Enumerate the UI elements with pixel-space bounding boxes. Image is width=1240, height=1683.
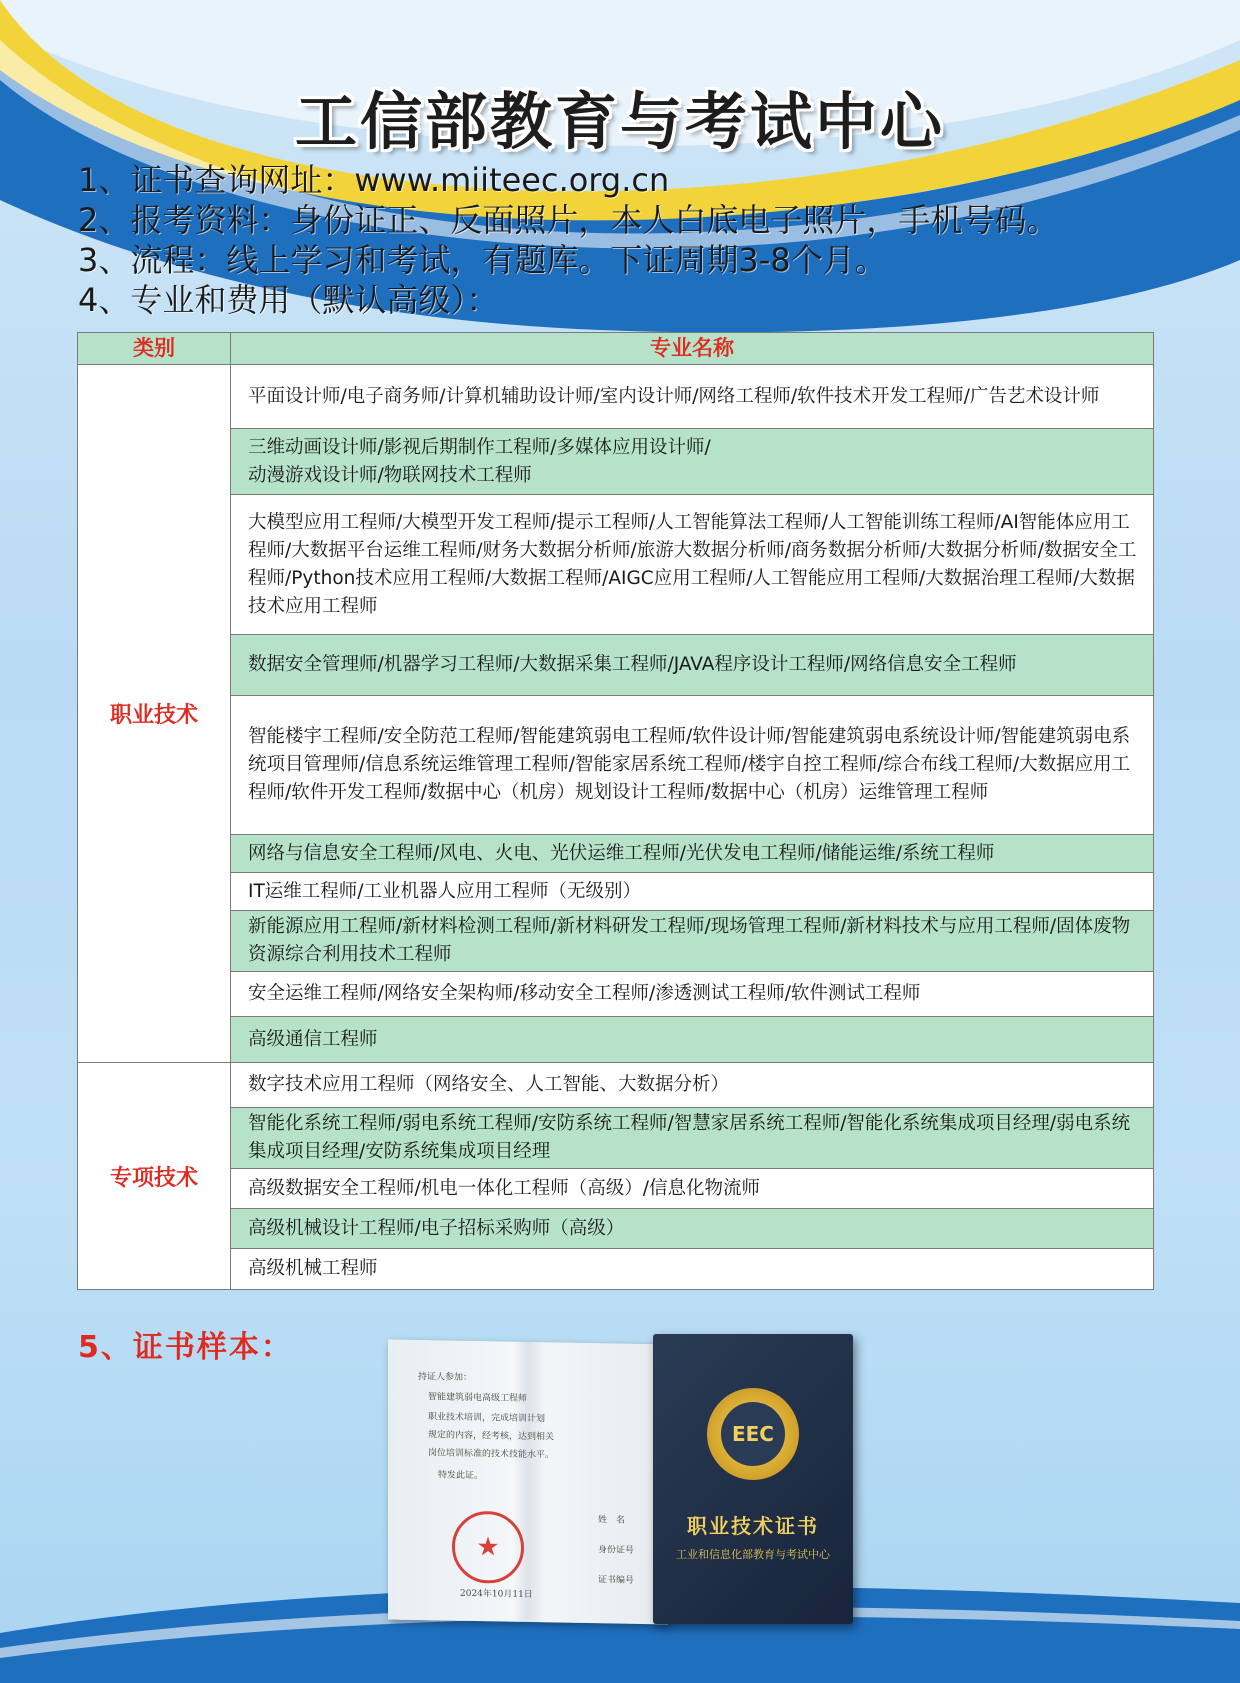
table-row: 新能源应用工程师/新材料检测工程师/新材料研发工程师/现场管理工程师/新材料技术与应用工程师/固体废物资源综合利用技术工程师	[231, 911, 1153, 972]
cert-text: 岗位培训标准的技术技能水平。	[428, 1448, 555, 1461]
page-title: 工信部教育与考试中心	[294, 85, 945, 158]
table-row: 高级数据安全工程师/机电一体化工程师（高级）/信息化物流师	[231, 1169, 1153, 1209]
table-row: 数据安全管理师/机器学习工程师/大数据采集工程师/JAVA程序设计工程师/网络信息安全工程师	[231, 635, 1153, 696]
table-row: 智能楼宇工程师/安全防范工程师/智能建筑弱电工程师/软件设计师/智能建筑弱电系统设计师/智能建筑弱电系统项目管理师/信息系统运维管理工程师/智能家居系统工程师/楼宇自控工程师/综合布线工程师/大数据应用工程师/软件开发工程师/数据中心（机房）规划设计工程师/数据中心（机房）运维管理工程师	[231, 696, 1153, 835]
info-fees-heading: 4、专业和费用（默认高级）：	[78, 281, 499, 319]
table-row: 三维动画设计师/影视后期制作工程师/多媒体应用设计师/ 动漫游戏设计师/物联网技术工程师	[231, 429, 1153, 495]
red-seal-stamp: ★	[452, 1511, 524, 1584]
cert-text: 特发此证。	[438, 1470, 484, 1482]
table-row: 高级机械工程师	[231, 1249, 1153, 1289]
specialty-table	[77, 332, 1154, 1290]
info-list	[78, 160, 1198, 320]
cover-title: 职业技术证书	[687, 1514, 819, 1538]
info-process: 3、流程：线上学习和考试，有题库。下证周期3-8个月。	[78, 241, 887, 279]
table-row: 安全运维工程师/网络安全架构师/移动安全工程师/渗透测试工程师/软件测试工程师	[231, 972, 1153, 1017]
cert-field: 姓 名	[598, 1515, 626, 1526]
cert-text: 持证人参加：	[418, 1372, 473, 1384]
cert-text: 职业技术培训，完成培训计划	[428, 1412, 546, 1425]
table-header	[78, 333, 1153, 365]
table-row: 数字技术应用工程师（网络安全、人工智能、大数据分析）	[231, 1063, 1153, 1108]
eec-emblem-icon: EEC	[707, 1388, 799, 1480]
cert-text: 智能建筑弱电高级工程师	[428, 1392, 528, 1404]
category-special: 专项技术	[78, 1063, 231, 1289]
cert-field: 身份证号	[598, 1545, 635, 1556]
certificate-sample-label: 5、证书样本：	[78, 1330, 293, 1365]
group-vocational	[78, 365, 1153, 1063]
info-query-url: 1、证书查询网址：www.miiteec.org.cn	[78, 161, 670, 199]
group-special	[78, 1063, 1153, 1289]
header-category: 类别	[78, 333, 231, 364]
table-row: 网络与信息安全工程师/风电、火电、光伏运维工程师/光伏发电工程师/储能运维/系统工程师	[231, 835, 1153, 873]
certificate-inner-pages	[388, 1340, 668, 1625]
category-vocational: 职业技术	[78, 365, 231, 1062]
table-row: 高级通信工程师	[231, 1017, 1153, 1062]
table-row: 平面设计师/电子商务师/计算机辅助设计师/室内设计师/网络工程师/软件技术开发工程师/广告艺术设计师	[231, 365, 1153, 429]
certificate-cover	[653, 1334, 853, 1624]
header-specialty-name: 专业名称	[650, 336, 734, 360]
table-row: 高级机械设计工程师/电子招标采购师（高级）	[231, 1209, 1153, 1249]
table-row: 智能化系统工程师/弱电系统工程师/安防系统工程师/智慧家居系统工程师/智能化系统集成项目经理/弱电系统集成项目经理/安防系统集成项目经理	[231, 1108, 1153, 1169]
certificate-sample-image	[388, 1334, 858, 1634]
info-materials: 2、报考资料：身份证正、反面照片，本人白底电子照片，手机号码。	[78, 201, 1059, 239]
cert-text: 规定的内容，经考核，达到相关	[428, 1430, 555, 1443]
table-row: IT运维工程师/工业机器人应用工程师（无级别）	[231, 873, 1153, 911]
table-row: 大模型应用工程师/大模型开发工程师/提示工程师/人工智能算法工程师/人工智能训练工程师/AI智能体应用工程师/大数据平台运维工程师/财务大数据分析师/旅游大数据分析师/商务数据分析师/大数据分析师/数据安全工程师/Python技术应用工程师/大数据工程师/AIGC应用工程师/人工智能应用工程师/大数据治理工程师/大数据技术应用工程师	[231, 495, 1153, 635]
cover-subtitle: 工业和信息化部教育与考试中心	[676, 1548, 830, 1561]
cert-field: 证书编号	[598, 1575, 635, 1586]
cert-date: 2024年10月11日	[460, 1588, 533, 1601]
